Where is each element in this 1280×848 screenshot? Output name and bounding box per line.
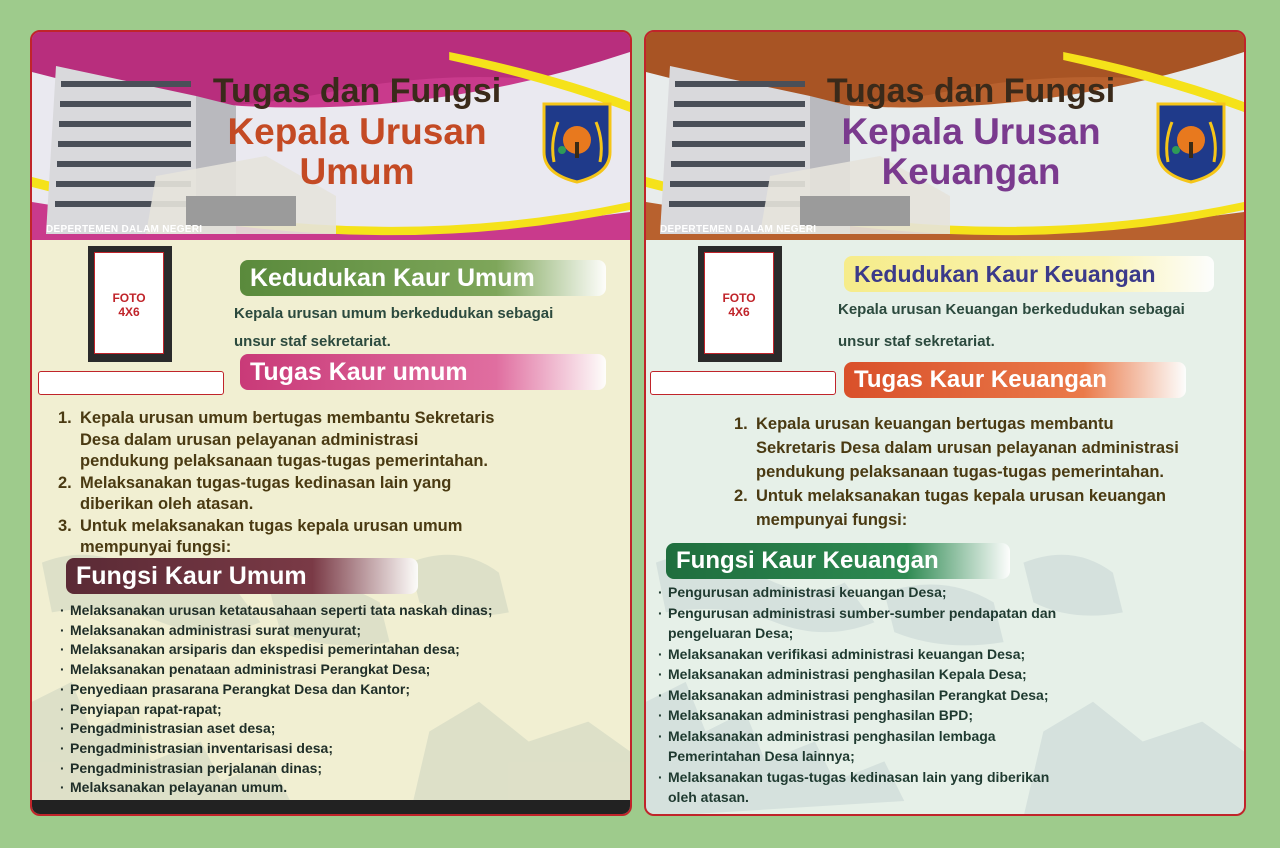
tugas-item-line: pendukung pelaksanaan tugas-tugas pemerintahan. [756,463,1164,481]
fungsi-item-line: Penyediaan prasarana Perangkat Desa dan Kantor; [70,680,411,697]
fungsi-item-line: Pemerintahan Desa lainnya; [668,748,855,764]
fungsi-item [60,739,620,759]
fungsi-item [60,700,620,720]
fungsi-item-text [668,644,1025,665]
fungsi-item-text [70,739,333,759]
poster-kaur-umum [30,30,632,816]
bullet-dot-icon: · [60,700,65,717]
bullet-dot-icon: · [60,661,65,678]
fungsi-item-text [668,726,996,767]
bullet-dot-icon: · [60,602,65,618]
fungsi-list [60,601,620,798]
title-role: Kepala Urusan [841,111,1101,152]
fungsi-item-line: Pengadministrasian inventarisasi desa; [70,739,333,756]
tugas-item [58,408,578,473]
fungsi-item [60,719,620,739]
kedudukan-line-2: unsur staf sekretariat. [234,333,391,350]
tugas-item-line: diberikan oleh atasan. [80,495,254,513]
bullet-dot-icon: · [658,768,663,785]
fungsi-item [60,660,620,680]
fungsi-item-text [70,719,275,739]
poster-header [32,32,630,240]
bullet-dot-icon: · [658,707,663,723]
fungsi-item-text [668,582,947,603]
bullet-dot-icon: · [60,759,65,776]
fungsi-item [658,705,1238,726]
fungsi-item-line: Penyiapan rapat-rapat; [70,700,222,717]
tugas-item-text [80,516,462,559]
fungsi-item [60,621,620,641]
tugas-item-line: pendukung pelaksanaan tugas-tugas pemerintahan. [80,452,488,470]
tugas-item-line: mempunyai fungsi: [756,511,908,529]
title-role: Kepala Urusan [227,111,487,152]
department-label: DEPERTEMEN DALAM NEGERI [46,224,203,235]
tugas-item-text [80,408,494,473]
kedudukan-heading: Kedudukan Kaur Umum [240,260,606,296]
fungsi-item-line: Pengurusan administrasi sumber-sumber pendapatan dan [668,604,1057,621]
tugas-item-line: Sekretaris Desa dalam urusan pelayanan administrasi [756,439,1179,457]
kedudukan-text [838,294,1185,358]
photo-frame [704,252,774,354]
tugas-item-line: Untuk melaksanakan tugas kepala urusan keuangan [756,487,1166,505]
bullet-dot-icon: · [60,739,65,756]
fungsi-item-line: Melaksanakan administrasi penghasilan lembaga [668,727,996,744]
bottom-strip [32,800,630,814]
tugas-item-line: Desa dalam urusan pelayanan administrasi [80,430,419,449]
fungsi-item-line: Melaksanakan verifikasi administrasi keuangan Desa; [668,645,1026,662]
fungsi-item-line: pengeluaran Desa; [668,625,794,641]
fungsi-item-text [70,778,287,798]
bullet-dot-icon: · [658,686,663,703]
title-unit: Keuangan [881,151,1061,192]
fungsi-item-text [70,759,322,779]
title-line-1: Tugas dan Fungsi [212,72,502,110]
photo-label [705,291,773,319]
fungsi-item-text [668,664,1027,685]
tugas-item-number: 1. [734,415,748,433]
fungsi-item-line: Melaksanakan administrasi surat menyurat; [70,621,362,638]
tugas-item-line: Melaksanakan tugas-tugas kedinasan lain yang [80,473,452,492]
fungsi-item [658,644,1238,665]
fungsi-item-text [70,660,430,680]
name-box [38,371,224,395]
fungsi-item-text [70,640,460,660]
kedudukan-heading: Kedudukan Kaur Keuangan [844,256,1214,292]
tugas-item [58,473,578,516]
fungsi-item [60,778,620,798]
title-line-1: Tugas dan Fungsi [826,72,1116,110]
tugas-item [734,484,1244,532]
title-line-2 [806,112,1136,192]
tugas-item-number: 3. [58,516,72,535]
tugas-item-number: 2. [734,487,748,505]
fungsi-item-line: oleh atasan. [668,789,749,805]
fungsi-item-line: Melaksanakan administrasi penghasilan Kepala Desa; [668,666,1027,682]
bullet-dot-icon: · [60,720,65,737]
kedudukan-line-1: Kepala urusan Keuangan berkedudukan sebagai [838,301,1185,318]
tugas-item-line: Kepala urusan umum bertugas membantu Sekretaris [80,409,495,427]
photo-placeholder [698,246,782,362]
bullet-dot-icon: · [60,779,65,796]
department-label: DEPERTEMEN DALAM NEGERI [660,224,817,235]
fungsi-list [658,582,1238,808]
bullet-dot-icon: · [658,727,663,744]
kedudukan-line-1: Kepala urusan umum berkedudukan sebagai [234,305,554,322]
poster-header [646,32,1244,240]
photo-label-foto: FOTO [722,291,756,305]
title-line-2 [192,112,522,192]
fungsi-item [658,685,1238,706]
fungsi-item-line: Melaksanakan administrasi penghasilan Perangkat Desa; [668,686,1049,703]
photo-frame [94,252,164,354]
fungsi-item-text [668,685,1049,706]
name-box [650,371,836,395]
tugas-heading: Tugas Kaur umum [240,354,606,390]
tugas-item-line: mempunyai fungsi: [80,538,232,556]
kedudukan-text [234,300,553,356]
fungsi-item [658,603,1238,644]
bullet-dot-icon: · [60,680,65,697]
title-unit: Umum [299,151,415,192]
fungsi-item-text [70,700,222,720]
fungsi-item [60,601,620,621]
tugas-item [58,516,578,559]
fungsi-item-text [70,621,361,641]
tugas-list [58,408,578,559]
fungsi-item-line: Melaksanakan administrasi penghasilan BPD; [668,707,973,723]
tugas-item-text [80,473,451,516]
fungsi-item-text [668,705,973,726]
fungsi-heading: Fungsi Kaur Keuangan [666,543,1010,579]
tugas-item-number: 1. [58,409,72,427]
tugas-heading: Tugas Kaur Keuangan [844,362,1186,398]
tugas-item-line: Kepala urusan keuangan bertugas membantu [756,415,1114,433]
photo-label-size: 4X6 [728,305,750,319]
fungsi-item-line: Melaksanakan penataan administrasi Perangkat Desa; [70,661,431,678]
fungsi-item-text [70,601,493,621]
fungsi-heading: Fungsi Kaur Umum [66,558,418,594]
fungsi-item-line: Melaksanakan tugas-tugas kedinasan lain yang diberikan [668,768,1050,785]
fungsi-item-text [668,603,1056,644]
fungsi-item-line: Melaksanakan urusan ketatausahaan seperti tata naskah dinas; [70,602,493,618]
fungsi-item [658,767,1238,808]
fungsi-item [60,680,620,700]
bullet-dot-icon: · [658,584,663,600]
kemendagri-emblem-icon [1156,102,1226,184]
bullet-dot-icon: · [60,641,65,658]
bullet-dot-icon: · [60,621,65,638]
fungsi-item-text [668,767,1049,808]
fungsi-item-line: Melaksanakan arsiparis dan ekspedisi pemerintahan desa; [70,641,460,658]
fungsi-item-text [70,680,410,700]
tugas-item [734,412,1244,484]
photo-label-size: 4X6 [118,305,140,319]
fungsi-item [658,582,1238,603]
photo-label-foto: FOTO [112,291,146,305]
fungsi-item [658,726,1238,767]
tugas-item-number: 2. [58,473,72,492]
fungsi-item-line: Pengurusan administrasi keuangan Desa; [668,584,947,600]
photo-label [95,291,163,319]
bullet-dot-icon: · [658,645,663,662]
fungsi-item [60,759,620,779]
fungsi-item [658,664,1238,685]
bullet-dot-icon: · [658,666,663,682]
tugas-item-line: Untuk melaksanakan tugas kepala urusan umum [80,516,463,535]
fungsi-item [60,640,620,660]
bullet-dot-icon: · [658,604,663,621]
poster-kaur-keuangan [644,30,1246,816]
fungsi-item-line: Pengadministrasian perjalanan dinas; [70,759,323,776]
photo-placeholder [88,246,172,362]
fungsi-item-line: Melaksanakan pelayanan umum. [70,779,288,796]
tugas-list [734,412,1244,532]
tugas-item-text [756,484,1166,532]
kemendagri-emblem-icon [542,102,612,184]
tugas-item-text [756,412,1179,484]
fungsi-item-line: Pengadministrasian aset desa; [70,720,276,737]
kedudukan-line-2: unsur staf sekretariat. [838,333,995,350]
